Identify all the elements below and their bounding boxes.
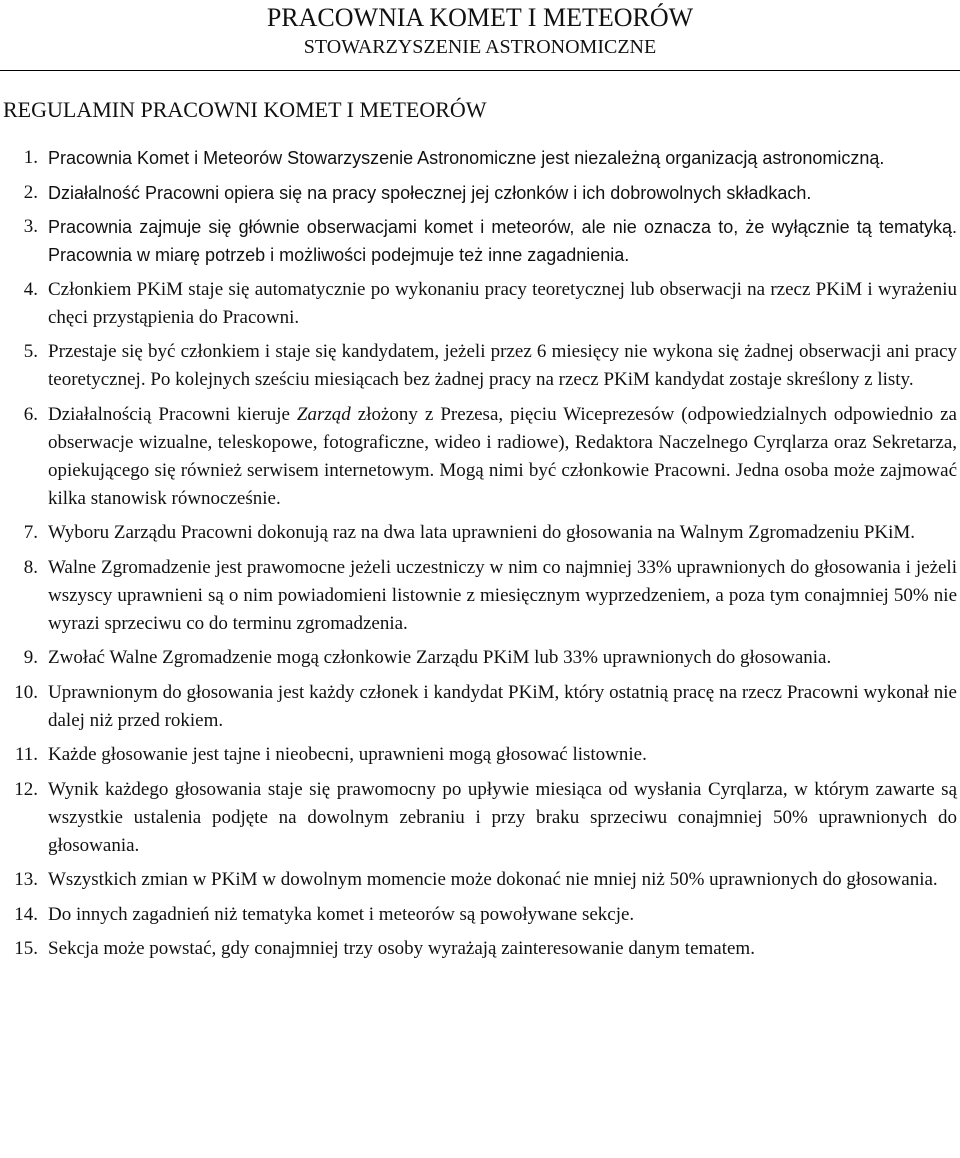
rule-text-emphasis: Zarząd [296,403,351,425]
rule-text: Sekcja może powstać, gdy conajmniej trzy osoby wyrażają zainteresowanie danym tematem. [48,938,755,959]
rule-text: Pracownia zajmuje się głównie obserwacjami komet i meteorów, ale nie oznacza to, że wyłącznie tą tematyką. Pracownia w miarę potrzeb i możliwości podejmuje też inne zagadnienia. [48,217,957,265]
rule-number: 9. [23,647,38,668]
rules-list [0,144,957,970]
rule-text-part: Działalnością Pracowni kieruje [48,403,297,425]
header-divider [0,70,960,71]
rule-number: 5. [23,341,38,362]
rule-text: Walne Zgromadzenie jest prawomocne jeżeli uczestniczy w nim co najmniej 33% uprawnionych do głosowania i jeżeli wszyscy uprawnieni są o nim powiadomieni listownie z miesięcznym wyprzedzeniem, a poza tym conajmniej 50% nie wyrazi sprzeciwu co do terminu zgromadzenia. [48,556,957,634]
rule-number: 12. [14,778,38,800]
rule-text: Wynik każdego głosowania staje się prawomocny po upływie miesiąca od wysłania Cyrqlarza, w którym zawarte są wszystkie ustalenia podjęte na dowolnym zebraniu i przy braku sprzeciwu conajmniej 50% uprawnionych do głosowania. [48,778,957,856]
rule-item [0,901,957,929]
rule-number: 4. [23,278,38,300]
rule-item [0,935,957,963]
document-subtitle: STOWARZYSZENIE ASTRONOMICZNE [303,36,657,58]
rule-item [0,179,957,207]
rule-number: 15. [14,938,38,959]
rule-text: Wszystkich zmian w PKiM w dowolnym momencie może dokonać nie mniej niż 50% uprawnionych do głosowania. [48,869,938,890]
rule-text: Do innych zagadnień niż tematyka komet i meteorów są powoływane sekcje. [48,903,635,925]
rule-number: 6. [23,403,38,425]
rule-item [0,401,957,513]
rule-text: Przestaje się być członkiem i staje się kandydatem, jeżeli przez 6 miesięcy nie wykona się żadnej obserwacji ani pracy teoretycznej. Po kolejnych sześciu miesiącach bez żadnej pracy na rzecz PKiM kandydat zostaje skreślony z listy. [48,341,957,390]
rule-text: Członkiem PKiM staje się automatycznie po wykonaniu pracy teoretycznej lub obserwacji na rzecz PKiM i wyrażeniu chęci przystąpienia do Pracowni. [48,278,957,328]
section-title [3,97,487,123]
rule-text: Uprawnionym do głosowania jest każdy członek i kandydat PKiM, który ostatnią pracę na rzecz Pracowni wykonał nie dalej niż przed rokiem. [48,681,957,731]
rule-item [0,554,957,638]
rule-text: Wyboru Zarządu Pracowni dokonują raz na dwa lata uprawnieni do głosowania na Walnym Zgromadzeniu PKiM. [48,522,916,543]
rule-item [0,213,957,269]
rule-item [0,644,957,672]
rule-number: 3. [23,216,38,237]
rule-item [0,519,957,547]
rule-item [0,679,957,735]
rule-item [0,866,957,894]
rule-item [0,776,957,860]
rule-number: 10. [14,681,38,703]
rule-number: 14. [14,903,38,925]
document-header [0,0,960,58]
rule-number: 8. [23,556,38,578]
rule-number: 11. [14,744,38,765]
rule-number: 13. [14,869,38,890]
rule-item [0,338,957,394]
rule-item [0,741,957,769]
section-title-text: REGULAMIN PRACOWNI KOMET I METEORÓW [3,97,487,122]
rule-number: 1. [23,147,38,168]
rule-text: Działalność Pracowni opiera się na pracy społecznej jej członków i ich dobrowolnych składkach. [48,182,812,203]
rule-item [0,144,957,172]
rule-number: 7. [23,522,38,543]
rule-text: Każde głosowanie jest tajne i nieobecni, uprawnieni mogą głosować listownie. [48,744,647,765]
rule-text [48,401,957,513]
rule-text: Zwołać Walne Zgromadzenie mogą członkowie Zarządu PKiM lub 33% uprawnionych do głosowania. [48,647,832,668]
rule-text: Pracownia Komet i Meteorów Stowarzyszenie Astronomiczne jest niezależną organizacją astronomiczną. [48,148,885,168]
rule-item [0,276,957,332]
document-title: PRACOWNIA KOMET I METEORÓW [266,3,694,32]
rule-text-part: złożony z Prezesa, pięciu Wiceprezesów (odpowiedzialnych odpowiednio za obserwacje wizualne, teleskopowe, fotograficzne, wideo i radiowe), Redaktora Naczelnego Cyrqlarza oraz Sekretarza, opiekującego się również serwisem internetowym. Mogą nimi być członkowie Pracowni. Jedna osoba może zajmować kilka stanowisk równocześnie. [48,403,957,509]
rule-number: 2. [23,181,38,203]
